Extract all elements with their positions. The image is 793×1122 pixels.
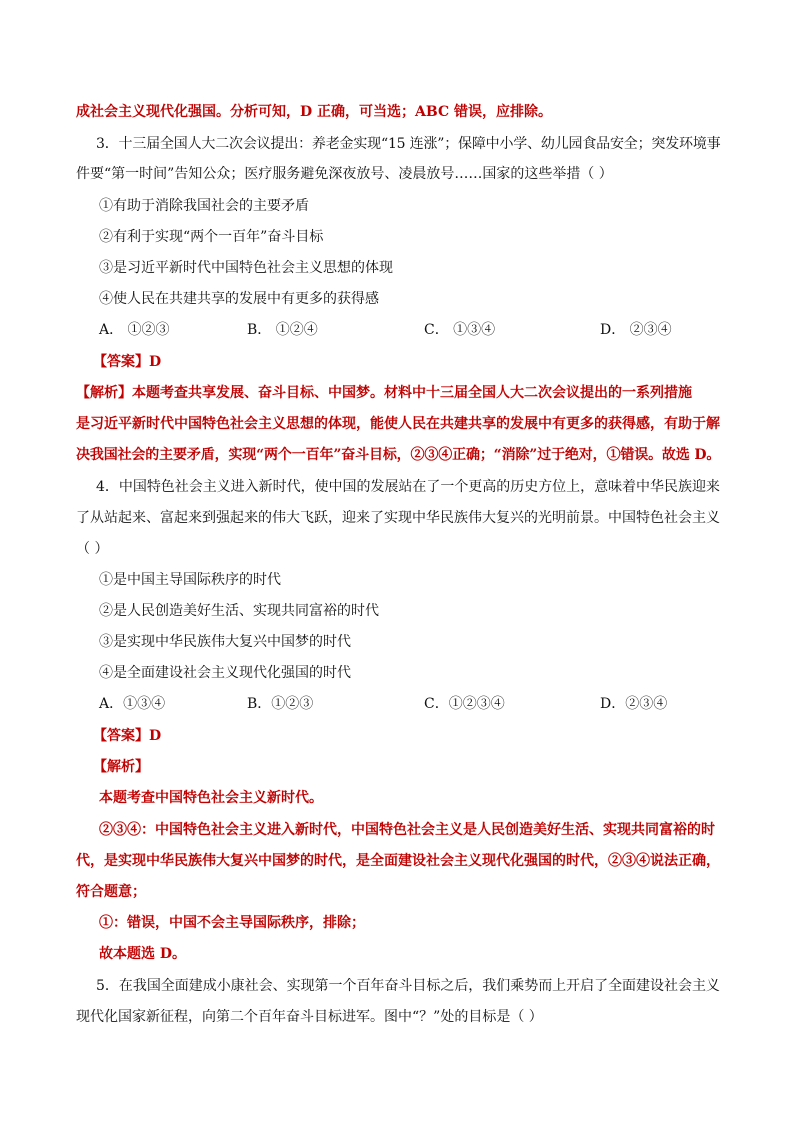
- q3-item-3: ③是习近平新时代中国特色社会主义思想的体现: [99, 260, 393, 276]
- q5-stem-line-1: 5．在我国全面建成小康社会、实现第一个百年奋斗目标之后，我们乘势而上开启了全面建设社会主义: [96, 978, 720, 994]
- q5-stem-line-2: 现代化国家新征程，向第二个百年奋斗目标进军。图中“？”处的目标是（ ）: [76, 1009, 543, 1025]
- q3-item-4: ④使人民在共建共享的发展中有更多的获得感: [99, 291, 379, 307]
- q3-stem-line-2: 件要“第一时间”告知公众；医疗服务避免深夜放号、凌晨放号……国家的这些举措（ ）: [76, 166, 613, 182]
- q4-analysis-line-6: 故本题选 D。: [99, 946, 187, 962]
- q4-option-d: D．②③④: [600, 696, 668, 712]
- q3-option-a: A． ①②③: [99, 322, 170, 338]
- q3-item-1: ①有助于消除我国社会的主要矛盾: [99, 198, 309, 214]
- q4-stem-line-1: 4．中国特色社会主义进入新时代，使中国的发展站在了一个更高的历史方位上，意味着中华民族迎来: [96, 479, 720, 495]
- q4-option-c: C．①②③④: [424, 696, 505, 712]
- q3-option-d: D． ②③④: [600, 322, 672, 338]
- q4-answer: 【答案】D: [93, 728, 162, 744]
- q4-analysis-line-1: 本题考查中国特色社会主义新时代。: [99, 790, 323, 806]
- q3-item-2: ②有利于实现“两个一百年”奋斗目标: [99, 229, 324, 245]
- q4-analysis-label: 【解析】: [93, 759, 149, 775]
- q3-stem-line-1: 3．十三届全国人大二次会议提出：养老金实现“15 连涨”；保障中小学、幼儿园食品安全；突发环境事: [96, 136, 721, 152]
- q4-analysis-line-4: 符合题意；: [76, 884, 146, 900]
- q3-answer: 【答案】D: [93, 354, 162, 370]
- q4-option-b: B．①②③: [247, 696, 314, 712]
- q4-item-2: ②是人民创造美好生活、实现共同富裕的时代: [99, 603, 379, 619]
- q4-stem-line-3: （ ）: [76, 541, 109, 557]
- q4-option-a: A．①③④: [99, 696, 166, 712]
- q3-analysis-line-3: 决我国社会的主要矛盾，实现“两个一百年”奋斗目标，②③④正确；“消除”过于绝对，①错误。故选 D。: [76, 447, 721, 463]
- q4-item-4: ④是全面建设社会主义现代化强国的时代: [99, 665, 351, 681]
- q4-analysis-line-2: ②③④：中国特色社会主义进入新时代，中国特色社会主义是人民创造美好生活、实现共同富裕的时: [99, 822, 715, 838]
- q4-analysis-line-3: 代，是实现中华民族伟大复兴中国梦的时代，是全面建设社会主义现代化强国的时代，②③④说法正确，: [76, 853, 720, 869]
- q3-option-c: C． ①③④: [424, 322, 496, 338]
- q3-option-b: B． ①②④: [247, 322, 318, 338]
- q3-analysis-line-2: 是习近平新时代中国特色社会主义思想的体现，能使人民在共建共享的发展中有更多的获得感，有助于解: [76, 416, 720, 432]
- q3-analysis-line-1: 【解析】本题考查共享发展、奋斗目标、中国梦。材料中十三届全国人大二次会议提出的一系列措施: [76, 385, 692, 401]
- q4-item-3: ③是实现中华民族伟大复兴中国梦的时代: [99, 634, 351, 650]
- q4-stem-line-2: 了从站起来、富起来到强起来的伟大飞跃，迎来了实现中华民族伟大复兴的光明前景。中国特色社会主义: [76, 510, 720, 526]
- q4-item-1: ①是中国主导国际秩序的时代: [99, 572, 281, 588]
- q4-analysis-line-5: ①：错误，中国不会主导国际秩序，排除；: [99, 915, 365, 931]
- previous-analysis-tail: 成社会主义现代化强国。分析可知，D 正确，可当选；ABC 错误，应排除。: [76, 104, 552, 120]
